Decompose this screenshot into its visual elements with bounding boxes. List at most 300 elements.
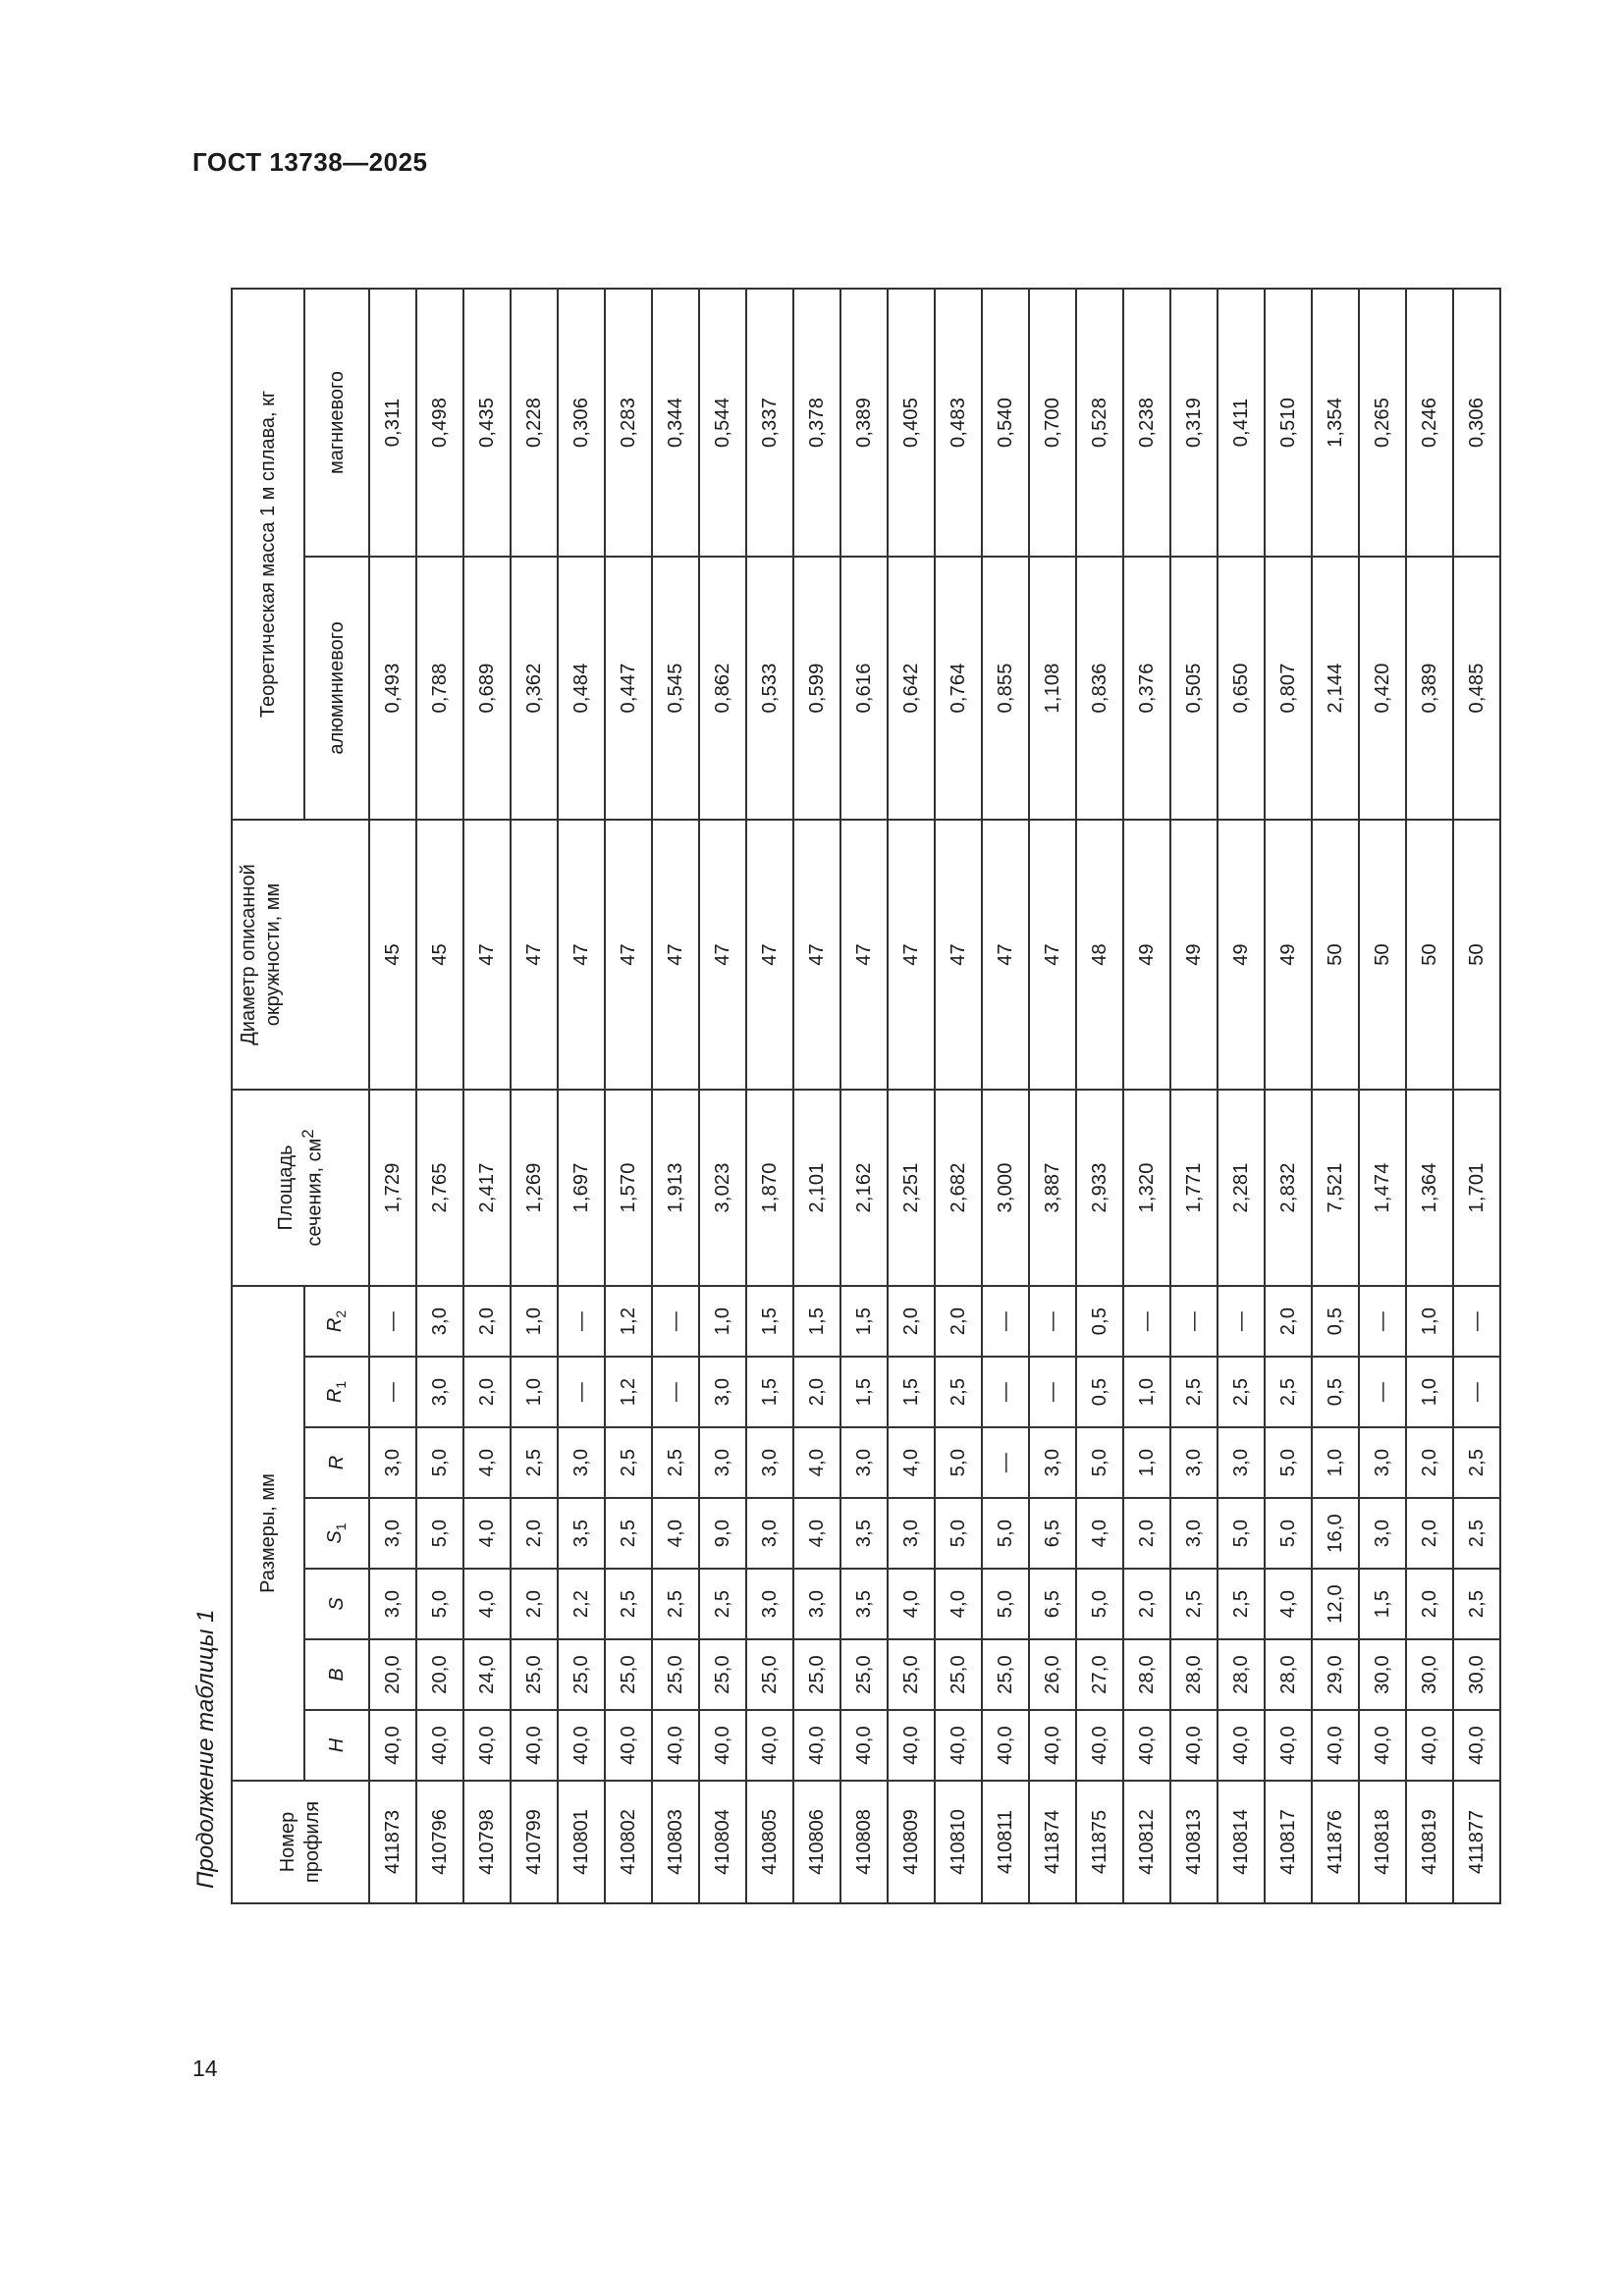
cell-dim-r2: — [1218,1286,1265,1357]
cell-mass-aluminum: 0,362 [511,557,558,820]
cell-dim-s: 5,0 [416,1569,463,1639]
cell-profile-number: 410796 [416,1781,463,1903]
table-row [840,289,888,1903]
table-row [652,289,699,1903]
cell-dim-r2: 0,5 [1312,1286,1359,1357]
cell-dim-r2: 3,0 [416,1286,463,1357]
cell-dim-r1: 1,2 [605,1357,652,1427]
cell-dim-b: 24,0 [463,1639,511,1710]
cell-dim-s1: 3,5 [840,1498,888,1569]
cell-mass-aluminum: 0,389 [1406,557,1453,820]
cell-section-area: 2,281 [1218,1090,1265,1286]
cell-dim-b: 20,0 [369,1639,416,1710]
cell-mass-magnesium: 0,510 [1265,289,1312,557]
cell-dim-r2: 1,5 [840,1286,888,1357]
cell-dim-r2: — [1359,1286,1406,1357]
cell-section-area: 2,101 [793,1090,840,1286]
cell-dim-s1: 2,0 [1123,1498,1170,1569]
table-row [699,289,746,1903]
cell-mass-aluminum: 0,855 [982,557,1029,820]
cell-mass-aluminum: 0,616 [840,557,888,820]
cell-dim-b: 26,0 [1029,1639,1076,1710]
cell-dim-r: 3,0 [699,1427,746,1498]
cell-mass-aluminum: 0,545 [652,557,699,820]
cell-section-area: 2,765 [416,1090,463,1286]
cell-profile-number: 411873 [369,1781,416,1903]
header-section-area [232,1090,369,1286]
cell-dim-r2: 1,2 [605,1286,652,1357]
cell-dim-h: 40,0 [1453,1710,1500,1781]
cell-dim-r: 2,5 [511,1427,558,1498]
table-row [1076,289,1123,1903]
cell-profile-number: 410810 [935,1781,982,1903]
cell-dim-r1: 3,0 [699,1357,746,1427]
cell-dim-h: 40,0 [463,1710,511,1781]
cell-profile-number: 410799 [511,1781,558,1903]
document-code: ГОСТ 13738—2025 [192,147,428,177]
cell-section-area: 1,729 [369,1090,416,1286]
cell-dim-r1: — [1029,1357,1076,1427]
cell-dim-s: 3,0 [746,1569,793,1639]
cell-dim-r2: 1,0 [699,1286,746,1357]
cell-dim-s: 2,5 [1218,1569,1265,1639]
cell-dim-h: 40,0 [369,1710,416,1781]
cell-dim-r1: 3,0 [416,1357,463,1427]
cell-dim-s: 3,0 [369,1569,416,1639]
cell-section-area: 3,023 [699,1090,746,1286]
cell-mass-aluminum: 0,689 [463,557,511,820]
cell-diameter: 45 [416,820,463,1090]
cell-dim-r2: 1,0 [1406,1286,1453,1357]
cell-dim-r2: — [1029,1286,1076,1357]
cell-mass-aluminum: 0,485 [1453,557,1500,820]
cell-mass-magnesium: 0,337 [746,289,793,557]
page-number: 14 [192,2056,218,2081]
cell-dim-s1: 2,5 [605,1498,652,1569]
cell-dim-s: 2,2 [558,1569,605,1639]
cell-dim-r: — [982,1427,1029,1498]
cell-dim-b: 27,0 [1076,1639,1123,1710]
cell-dim-r: 5,0 [935,1427,982,1498]
cell-dim-s: 2,0 [1123,1569,1170,1639]
cell-dim-h: 40,0 [793,1710,840,1781]
cell-dim-r1: 2,5 [935,1357,982,1427]
cell-dim-h: 40,0 [558,1710,605,1781]
cell-mass-aluminum: 1,108 [1029,557,1076,820]
cell-profile-number: 410814 [1218,1781,1265,1903]
table-row [1312,289,1359,1903]
cell-dim-r2: 1,0 [511,1286,558,1357]
cell-mass-magnesium: 0,498 [416,289,463,557]
cell-dim-b: 30,0 [1453,1639,1500,1710]
cell-diameter: 47 [463,820,511,1090]
cell-diameter: 47 [746,820,793,1090]
cell-dim-r: 5,0 [416,1427,463,1498]
cell-dim-h: 40,0 [746,1710,793,1781]
table-row [793,289,840,1903]
cell-dim-r1: 1,5 [840,1357,888,1427]
cell-dim-b: 25,0 [558,1639,605,1710]
profile-data-table [231,288,1501,1904]
cell-dim-r2: 2,0 [888,1286,935,1357]
cell-profile-number: 410801 [558,1781,605,1903]
cell-dim-r: 4,0 [888,1427,935,1498]
cell-dim-h: 40,0 [888,1710,935,1781]
cell-diameter: 49 [1170,820,1218,1090]
cell-profile-number: 411876 [1312,1781,1359,1903]
cell-section-area: 2,162 [840,1090,888,1286]
cell-section-area: 1,697 [558,1090,605,1286]
cell-dim-s: 2,5 [652,1569,699,1639]
cell-dim-b: 28,0 [1265,1639,1312,1710]
cell-dim-r1: 1,0 [1123,1357,1170,1427]
cell-dim-r: 4,0 [793,1427,840,1498]
header-area-line1: Площадь [274,1145,297,1231]
cell-mass-magnesium: 0,319 [1170,289,1218,557]
cell-dim-r2: — [1123,1286,1170,1357]
cell-dim-s1: 5,0 [935,1498,982,1569]
cell-dim-s: 4,0 [888,1569,935,1639]
cell-mass-magnesium: 0,405 [888,289,935,557]
cell-diameter: 48 [1076,820,1123,1090]
table-row [935,289,982,1903]
header-profile-number-line2: профиля [301,1800,323,1884]
cell-dim-r: 3,0 [746,1427,793,1498]
cell-dim-h: 40,0 [982,1710,1029,1781]
cell-diameter: 49 [1218,820,1265,1090]
cell-profile-number: 410809 [888,1781,935,1903]
cell-dim-s1: 5,0 [982,1498,1029,1569]
cell-dim-s1: 3,0 [369,1498,416,1569]
cell-mass-aluminum: 0,764 [935,557,982,820]
cell-dim-r: 2,0 [1406,1427,1453,1498]
cell-dim-s: 2,0 [511,1569,558,1639]
cell-diameter: 49 [1265,820,1312,1090]
cell-dim-b: 29,0 [1312,1639,1359,1710]
cell-dim-r: 3,0 [369,1427,416,1498]
cell-mass-aluminum: 0,505 [1170,557,1218,820]
cell-dim-h: 40,0 [1218,1710,1265,1781]
cell-mass-aluminum: 2,144 [1312,557,1359,820]
table-row [1170,289,1218,1903]
cell-dim-s1: 5,0 [1265,1498,1312,1569]
cell-section-area: 1,320 [1123,1090,1170,1286]
cell-dim-b: 25,0 [746,1639,793,1710]
cell-dim-h: 40,0 [652,1710,699,1781]
cell-dim-b: 25,0 [652,1639,699,1710]
cell-diameter: 47 [888,820,935,1090]
cell-dim-h: 40,0 [1170,1710,1218,1781]
cell-dim-s: 4,0 [935,1569,982,1639]
cell-dim-s: 6,5 [1029,1569,1076,1639]
cell-mass-magnesium: 0,306 [1453,289,1500,557]
cell-mass-magnesium: 1,354 [1312,289,1359,557]
cell-dim-b: 28,0 [1170,1639,1218,1710]
cell-mass-magnesium: 0,246 [1406,289,1453,557]
cell-dim-s1: 4,0 [463,1498,511,1569]
cell-diameter: 47 [605,820,652,1090]
cell-dim-b: 25,0 [605,1639,652,1710]
cell-dim-r: 3,0 [840,1427,888,1498]
table-row [982,289,1029,1903]
cell-dim-r: 2,5 [1453,1427,1500,1498]
cell-dim-h: 40,0 [1406,1710,1453,1781]
table-row [1218,289,1265,1903]
cell-section-area: 1,474 [1359,1090,1406,1286]
cell-mass-magnesium: 0,389 [840,289,888,557]
cell-dim-r2: 2,0 [463,1286,511,1357]
table-row [888,289,935,1903]
cell-dim-s1: 2,0 [1406,1498,1453,1569]
cell-dim-r1: 1,0 [511,1357,558,1427]
cell-diameter: 47 [935,820,982,1090]
cell-dim-b: 25,0 [511,1639,558,1710]
cell-section-area: 2,251 [888,1090,935,1286]
cell-section-area: 1,701 [1453,1090,1500,1286]
table-body [369,289,1500,1903]
cell-dim-s: 5,0 [1076,1569,1123,1639]
cell-mass-magnesium: 0,311 [369,289,416,557]
cell-dim-b: 25,0 [888,1639,935,1710]
cell-mass-aluminum: 0,447 [605,557,652,820]
cell-dim-b: 25,0 [982,1639,1029,1710]
cell-dim-h: 40,0 [1123,1710,1170,1781]
cell-mass-magnesium: 0,306 [558,289,605,557]
table-row [605,289,652,1903]
cell-diameter: 50 [1406,820,1453,1090]
cell-dim-r1: — [982,1357,1029,1427]
cell-section-area: 2,682 [935,1090,982,1286]
cell-mass-aluminum: 0,642 [888,557,935,820]
cell-dim-r: 3,0 [1170,1427,1218,1498]
cell-dim-r2: — [1170,1286,1218,1357]
cell-section-area: 1,913 [652,1090,699,1286]
cell-dim-r2: — [369,1286,416,1357]
cell-dim-r1: 1,0 [1406,1357,1453,1427]
header-area-sup: 2 [298,1129,317,1139]
cell-dim-r: 2,5 [605,1427,652,1498]
cell-profile-number: 410818 [1359,1781,1406,1903]
cell-profile-number: 410805 [746,1781,793,1903]
cell-dim-r1: 2,0 [463,1357,511,1427]
cell-dim-r2: 1,5 [793,1286,840,1357]
cell-dim-r1: — [1453,1357,1500,1427]
cell-dim-b: 28,0 [1123,1639,1170,1710]
table-row [1453,289,1500,1903]
cell-mass-aluminum: 0,420 [1359,557,1406,820]
cell-dim-b: 25,0 [935,1639,982,1710]
header-area-line2: сечения, см [303,1138,326,1247]
cell-mass-magnesium: 0,265 [1359,289,1406,557]
cell-profile-number: 411875 [1076,1781,1123,1903]
cell-dim-h: 40,0 [1359,1710,1406,1781]
cell-section-area: 2,933 [1076,1090,1123,1286]
cell-profile-number: 410811 [982,1781,1029,1903]
header-dim-s: S [304,1569,369,1639]
cell-diameter: 47 [840,820,888,1090]
header-dim-h: H [304,1710,369,1781]
cell-dim-r1: — [558,1357,605,1427]
cell-mass-magnesium: 0,344 [652,289,699,557]
header-diameter-line1: Диаметр описанной [238,864,259,1045]
cell-dim-b: 25,0 [699,1639,746,1710]
cell-mass-magnesium: 0,528 [1076,289,1123,557]
cell-dim-s: 2,5 [699,1569,746,1639]
cell-mass-aluminum: 0,862 [699,557,746,820]
cell-section-area: 2,832 [1265,1090,1312,1286]
cell-diameter: 50 [1453,820,1500,1090]
cell-dim-s1: 16,0 [1312,1498,1359,1569]
header-dim-r2: $R_2$ [304,1286,369,1357]
cell-dim-s1: 2,0 [511,1498,558,1569]
cell-mass-magnesium: 0,540 [982,289,1029,557]
cell-mass-magnesium: 0,283 [605,289,652,557]
cell-diameter: 47 [558,820,605,1090]
cell-diameter: 49 [1123,820,1170,1090]
table-row [369,289,416,1903]
cell-dim-r1: 2,5 [1265,1357,1312,1427]
cell-dim-s1: 3,0 [746,1498,793,1569]
rotated-table-area [0,212,1488,2077]
cell-dim-b: 25,0 [793,1639,840,1710]
cell-dim-r: 4,0 [463,1427,511,1498]
cell-dim-r1: 2,5 [1170,1357,1218,1427]
cell-dim-s1: 3,0 [1170,1498,1218,1569]
cell-section-area: 3,000 [982,1090,1029,1286]
cell-dim-s: 4,0 [1265,1569,1312,1639]
cell-dim-h: 40,0 [1029,1710,1076,1781]
header-profile-number-line1: Номер [277,1811,298,1873]
cell-dim-s1: 5,0 [416,1498,463,1569]
cell-dim-s1: 3,0 [888,1498,935,1569]
cell-mass-aluminum: 0,788 [416,557,463,820]
cell-dim-h: 40,0 [1076,1710,1123,1781]
cell-mass-aluminum: 0,376 [1123,557,1170,820]
cell-dim-r: 5,0 [1265,1427,1312,1498]
cell-dim-s: 2,0 [1406,1569,1453,1639]
cell-dim-r2: — [652,1286,699,1357]
header-diameter-line2: окружности, мм [262,882,284,1027]
cell-section-area: 1,771 [1170,1090,1218,1286]
table-row [1123,289,1170,1903]
cell-dim-r: 3,0 [1029,1427,1076,1498]
cell-dim-r: 2,5 [652,1427,699,1498]
cell-dim-r2: 2,0 [1265,1286,1312,1357]
cell-profile-number: 410804 [699,1781,746,1903]
cell-dim-r2: — [982,1286,1029,1357]
cell-dim-s: 2,5 [605,1569,652,1639]
header-mass-magnesium: магниевого [304,289,369,557]
cell-dim-r1: 2,5 [1218,1357,1265,1427]
cell-mass-magnesium: 0,378 [793,289,840,557]
cell-dim-r2: — [1453,1286,1500,1357]
cell-profile-number: 410802 [605,1781,652,1903]
cell-section-area: 1,570 [605,1090,652,1286]
header-dim-s1: $S_1$ [304,1498,369,1569]
cell-dim-s: 12,0 [1312,1569,1359,1639]
cell-dim-b: 20,0 [416,1639,463,1710]
cell-dim-s: 5,0 [982,1569,1029,1639]
cell-dim-r1: 1,5 [746,1357,793,1427]
cell-mass-aluminum: 0,484 [558,557,605,820]
cell-profile-number: 410806 [793,1781,840,1903]
cell-profile-number: 410812 [1123,1781,1170,1903]
cell-dim-s1: 9,0 [699,1498,746,1569]
cell-mass-magnesium: 0,435 [463,289,511,557]
cell-profile-number: 410798 [463,1781,511,1903]
cell-dim-b: 28,0 [1218,1639,1265,1710]
cell-mass-aluminum: 0,493 [369,557,416,820]
cell-mass-magnesium: 0,228 [511,289,558,557]
table-row [511,289,558,1903]
cell-dim-r1: 1,5 [888,1357,935,1427]
cell-dim-r: 3,0 [558,1427,605,1498]
header-dimensions-group: Размеры, мм [232,1286,304,1781]
cell-section-area: 1,269 [511,1090,558,1286]
cell-section-area: 2,417 [463,1090,511,1286]
cell-dim-s1: 5,0 [1218,1498,1265,1569]
cell-dim-r1: — [652,1357,699,1427]
cell-mass-aluminum: 0,807 [1265,557,1312,820]
cell-dim-s: 1,5 [1359,1569,1406,1639]
table-row [463,289,511,1903]
cell-dim-r2: — [558,1286,605,1357]
cell-dim-r: 3,0 [1218,1427,1265,1498]
cell-diameter: 47 [982,820,1029,1090]
header-dim-r1: $R_1$ [304,1357,369,1427]
cell-diameter: 47 [511,820,558,1090]
cell-diameter: 45 [369,820,416,1090]
table-row [1406,289,1453,1903]
header-dim-r: R [304,1427,369,1498]
cell-dim-h: 40,0 [1265,1710,1312,1781]
table-row [746,289,793,1903]
cell-dim-s: 4,0 [463,1569,511,1639]
cell-dim-b: 30,0 [1406,1639,1453,1710]
cell-section-area: 3,887 [1029,1090,1076,1286]
cell-dim-h: 40,0 [511,1710,558,1781]
cell-dim-r: 1,0 [1312,1427,1359,1498]
cell-diameter: 50 [1312,820,1359,1090]
cell-section-area: 7,521 [1312,1090,1359,1286]
cell-dim-h: 40,0 [699,1710,746,1781]
header-mass-group: Теоретическая масса 1 м сплава, кг [232,289,304,820]
cell-profile-number: 410817 [1265,1781,1312,1903]
table-row [416,289,463,1903]
cell-profile-number: 410819 [1406,1781,1453,1903]
cell-dim-s: 2,5 [1170,1569,1218,1639]
cell-dim-r2: 1,5 [746,1286,793,1357]
cell-mass-magnesium: 0,483 [935,289,982,557]
cell-dim-b: 25,0 [840,1639,888,1710]
cell-dim-r2: 2,0 [935,1286,982,1357]
cell-diameter: 47 [1029,820,1076,1090]
cell-mass-aluminum: 0,650 [1218,557,1265,820]
header-mass-aluminum: алюминиевого [304,557,369,820]
cell-dim-r: 3,0 [1359,1427,1406,1498]
cell-section-area: 1,870 [746,1090,793,1286]
cell-dim-r: 1,0 [1123,1427,1170,1498]
cell-profile-number: 411877 [1453,1781,1500,1903]
cell-dim-s1: 2,5 [1453,1498,1500,1569]
cell-dim-r1: — [1359,1357,1406,1427]
cell-dim-r1: 0,5 [1312,1357,1359,1427]
cell-dim-s: 2,5 [1453,1569,1500,1639]
cell-dim-h: 40,0 [416,1710,463,1781]
cell-mass-aluminum: 0,599 [793,557,840,820]
cell-dim-r1: 0,5 [1076,1357,1123,1427]
header-row-top [232,289,304,1903]
